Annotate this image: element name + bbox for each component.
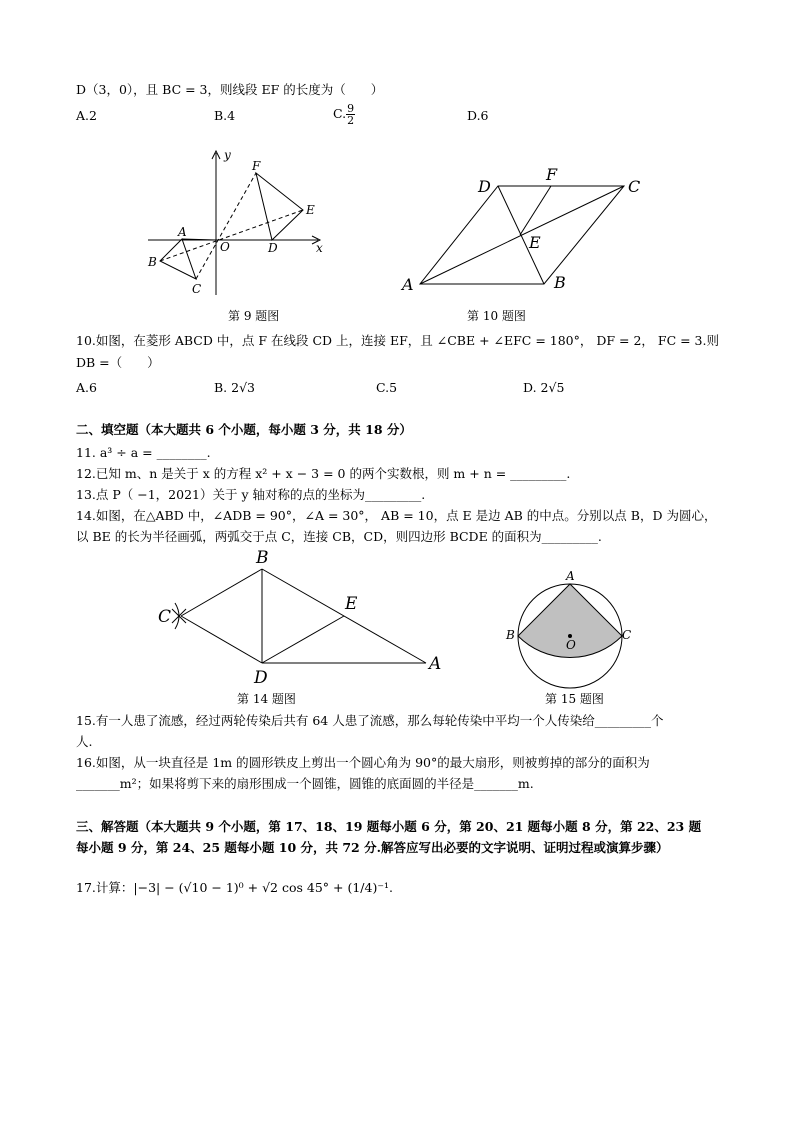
q15-line-2: 人. [76, 734, 93, 749]
q16-line-2: _______m²；如果将剪下来的扇形围成一个圆锥，圆锥的底面圆的半径是_______m. [76, 776, 534, 791]
label-f: F [546, 165, 558, 184]
q12: 12.已知 m、n 是关于 x 的方程 x² + x − 3 = 0 的两个实数根，则 m + n = _________. [76, 466, 571, 481]
label-c: C [192, 282, 202, 296]
q9-option-d: D.6 [467, 108, 489, 123]
q9-option-c-fraction [346, 103, 355, 126]
q11: 11. a³ ÷ a = ________. [76, 445, 211, 460]
label-a: A [429, 654, 442, 674]
label-d: D [254, 668, 268, 688]
segment-fe [520, 186, 551, 235]
label-a: A [178, 225, 187, 239]
triangle-fed [256, 173, 303, 240]
diagonal-ac [420, 186, 624, 284]
figure-9-caption: 第 9 题图 [228, 309, 280, 323]
figure-10 [398, 162, 658, 297]
label-o: O [566, 638, 576, 652]
q10-option-c: C.5 [376, 380, 398, 395]
q14-line-1: 14.如图，在△ABD 中，∠ADB = 90°，∠A = 30°， AB = 10，点 E 是边 AB 的中点。分别以点 B，D 为圆心， [76, 508, 717, 523]
q16-line-1: 16.如图，从一块直径是 1m 的圆形铁皮上剪出一个圆心角为 90°的最大扇形，则被剪掉的部分的面积为 [76, 755, 650, 770]
figure-10-caption: 第 10 题图 [467, 309, 526, 323]
q17 [76, 880, 393, 896]
q13: 13.点 P（ −1，2021）关于 y 轴对称的点的坐标为_________. [76, 487, 426, 502]
label-c: C [622, 628, 632, 642]
label-b: B [554, 273, 566, 292]
label-y: y [224, 148, 231, 162]
figure-9 [140, 145, 340, 300]
label-x: x [316, 241, 323, 255]
label-d: D [478, 177, 491, 196]
label-a: A [566, 569, 575, 583]
q9-option-c-prefix: C. [333, 106, 347, 121]
label-e: E [306, 203, 315, 217]
q9-option-a: A.2 [76, 108, 97, 123]
q10-option-a: A.6 [76, 380, 97, 395]
label-b: B [506, 628, 515, 642]
q10-line-2: DB =（ ） [76, 355, 160, 370]
figure-14-caption: 第 14 题图 [237, 692, 296, 706]
q14-line-2: 以 BE 的长为半径画弧，两弧交于点 C，连接 CB，CD，则四边形 BCDE 的面积为_________. [76, 529, 602, 544]
label-b: B [256, 548, 269, 568]
q15-line-1: 15.有一人患了流感，经过两轮传染后共有 64 人患了流感，那么每轮传染中平均一个人传染给_________个 [76, 713, 664, 728]
q10-option-b: B. 2√3 [214, 380, 256, 395]
label-f: F [252, 159, 261, 173]
q9-option-c [333, 103, 355, 126]
segment-de [262, 616, 344, 663]
label-a: A [402, 275, 414, 294]
q17-expression: |−3| − (√10 − 1)⁰ + √2 cos 45° + (1/4)⁻¹. [133, 880, 393, 895]
segment-dc [181, 616, 262, 663]
label-o: O [220, 240, 230, 254]
segment-bc [181, 569, 262, 616]
figure-15 [500, 565, 640, 690]
label-c: C [628, 177, 641, 196]
label-c: C [158, 607, 172, 627]
fraction-denominator: 2 [347, 114, 355, 127]
section-2-heading: 二、填空题（本大题共 6 个小题，每小题 3 分，共 18 分） [76, 422, 412, 437]
q9-option-b: B.4 [214, 108, 236, 123]
q10-line-1: 10.如图，在菱形 ABCD 中，点 F 在线段 CD 上，连接 EF，且 ∠CBE + ∠EFC = 180°， DF = 2， FC = 3.则 [76, 333, 719, 348]
label-e: E [529, 233, 541, 252]
segment-cf-dashed [196, 173, 256, 279]
label-d: D [268, 241, 278, 255]
triangle-abc [160, 239, 196, 279]
q10-option-d: D. 2√5 [523, 380, 565, 395]
label-e: E [345, 594, 358, 614]
fraction-numerator: 9 [347, 102, 355, 115]
label-b: B [148, 255, 157, 269]
figure-14 [150, 545, 450, 690]
section-3-heading-line-2: 每小题 9 分，第 24、25 题每小题 10 分，共 72 分.解答应写出必要的文字说明、证明过程或演算步骤） [76, 840, 669, 855]
figure-15-caption: 第 15 题图 [545, 692, 604, 706]
q17-prefix: 17.计算： [76, 880, 134, 895]
q9-tail: D（3，0），且 BC = 3，则线段 EF 的长度为（ ） [76, 82, 384, 97]
section-3-heading-line-1: 三、解答题（本大题共 9 个小题，第 17、18、19 题每小题 6 分，第 20、21 题每小题 8 分，第 22、23 题 [76, 819, 702, 834]
